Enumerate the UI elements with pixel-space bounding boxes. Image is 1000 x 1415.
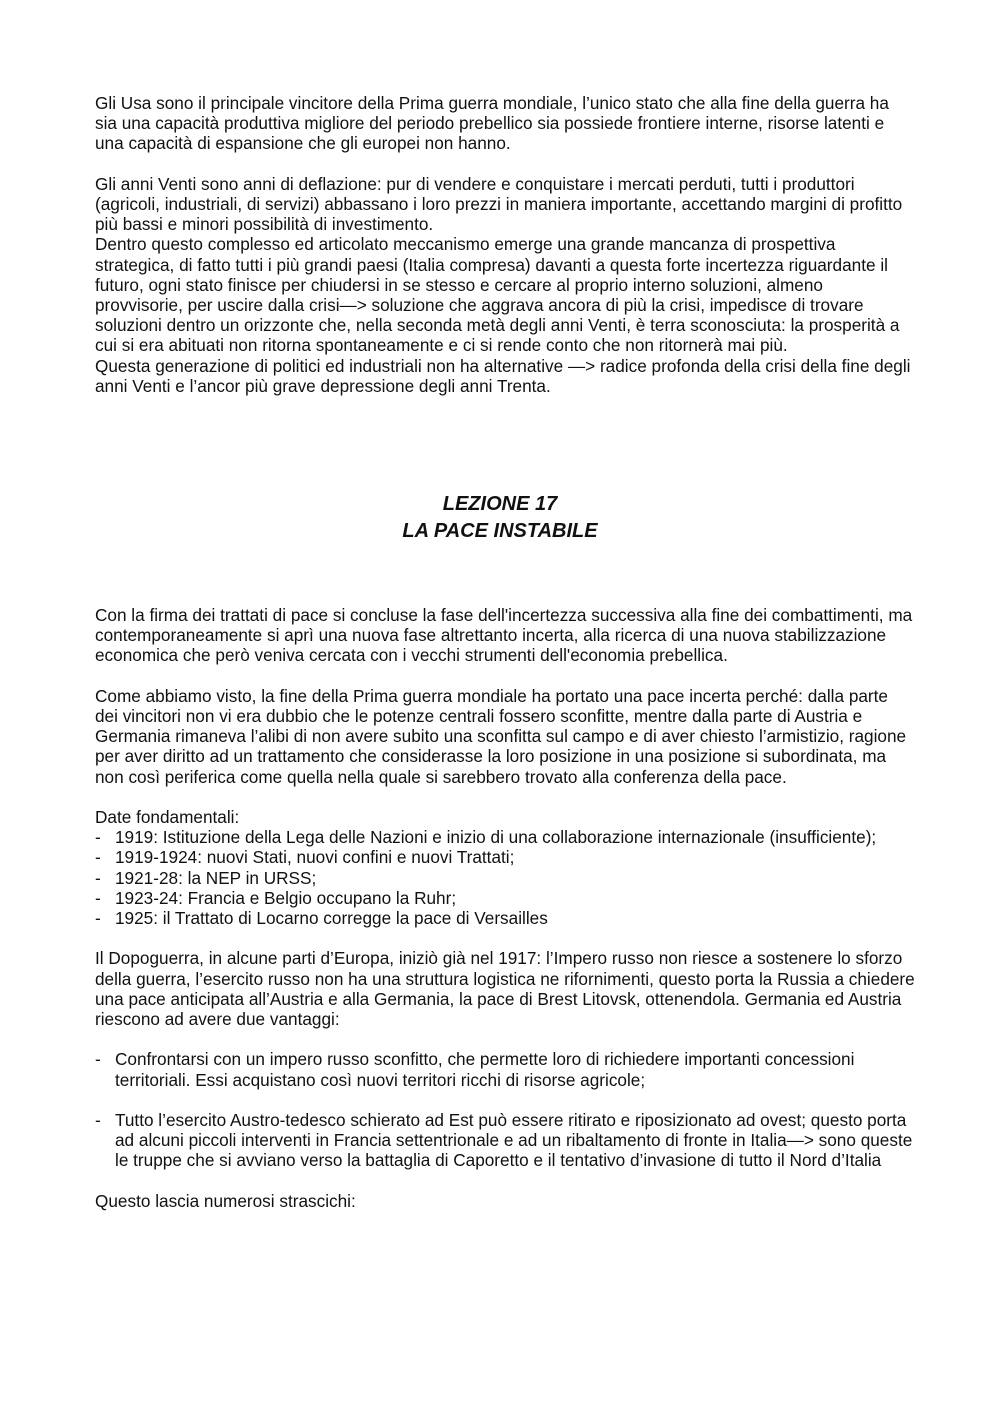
lesson-number: LEZIONE 17 (442, 493, 558, 516)
body-paragraph-consequences: Questo lascia numerosi strascichi: (95, 1190, 356, 1211)
list-item: - 1923-24: Francia e Belgio occupano la Ruhr; (95, 888, 915, 908)
lesson-heading (95, 491, 905, 545)
document-page (95, 93, 915, 1211)
list-item: - 1919-1924: nuovi Stati, nuovi confini e nuovi Trattati; (95, 847, 915, 867)
intro-paragraph-deflation: Gli anni Venti sono anni di deflazione: pur di vendere e conquistare i mercati perduti, tutti i produttori (agricoli, industriali, di servizi) abbassano i loro prezzi in maniera importante, accettando margini di profitto più bassi e minori possibilità di investimento. (95, 173, 903, 235)
dates-heading: Date fondamentali: (95, 807, 240, 828)
body-paragraph-postwar: Il Dopoguerra, in alcune parti d’Europa, iniziò già nel 1917: l’Impero russo non riesce a sostenere lo sforzo della guerra, l’esercito russo non ha una struttura logistica ne rifornimenti, questo porta la Russia a chiedere una pace anticipata all’Austria e alla Germania, la pace di Brest Litovsk, ottenendola. Germania ed Austria riescono ad avere due vantaggi: (95, 948, 915, 1030)
intro-paragraph-generation: Questa generazione di politici ed industriali non ha alternative —> radice profonda della crisi della fine degli anni Venti e l’ancor più grave depressione degli anni Trenta. (95, 355, 911, 396)
dates-list (95, 827, 915, 928)
body-paragraph-treaties: Con la firma dei trattati di pace si concluse la fase dell'incertezza successiva alla fine dei combattimenti, ma contemporaneamente si aprì una nuova fase altrettanto incerta, alla ricerca di una nuova stabilizzazione economica che però veniva cercata con i vecchi strumenti dell'economia prebellica. (95, 605, 913, 666)
list-item: - 1925: il Trattato di Locarno corregge la pace di Versailles (95, 908, 915, 928)
intro-paragraph-strategy: Dentro questo complesso ed articolato meccanismo emerge una grande mancanza di prospettiva strategica, di fatto tutti i più grandi paesi (Italia compresa) davanti a questa forte incertezza riguardante il futuro, ogni stato finisce per chiudersi in se stesso e cercare al proprio interno soluzioni, almeno provvisorie, per uscire dalla crisi—> soluzione che aggrava ancora di più la crisi, impedisce di trovare soluzioni dentro un orizzonte che, nella seconda metà degli anni Venti, è terra sconosciuta: la prosperità a cui si era abituati non ritorna spontaneamente e ci si rende conto che non ritornerà mai più. (95, 234, 900, 356)
list-item: - 1921-28: la NEP in URSS; (95, 868, 915, 888)
list-item: - Confrontarsi con un impero russo sconfitto, che permette loro di richiedere importanti concessioni territoriali. Essi acquistano così nuovi territori ricchi di risorse agricole; (95, 1049, 915, 1089)
body-paragraph-uncertain-peace: Come abbiamo visto, la fine della Prima guerra mondiale ha portato una pace incerta perché: dalla parte dei vincitori non vi era dubbio che le potenze centrali fossero sconfitte, mentre dalla parte di Austria e Germania rimaneva l’alibi di non avere subito una sconfitta sul campo e di aver chiesto l’armistizio, ragione per aver diritto ad un trattamento che considerasse la loro posizione in una posizione si subordinata, ma non così periferica come quella nella quale si sarebbero trovato alla conferenza della pace. (95, 685, 907, 787)
list-item: - Tutto l’esercito Austro-tedesco schierato ad Est può essere ritirato e riposizionato ad ovest; questo porta ad alcuni piccoli interventi in Francia settentrionale e ad un ribaltamento di fronte in Italia—> sono queste le truppe che si avviano verso la battaglia di Caporetto e il tentativo d’invasione di tutto il Nord d’Italia (95, 1110, 915, 1171)
lesson-title: LA PACE INSTABILE (402, 520, 598, 543)
list-item: - 1919: Istituzione della Lega delle Nazioni e inizio di una collaborazione internazionale (insufficiente); (95, 827, 915, 847)
intro-paragraph-usa: Gli Usa sono il principale vincitore della Prima guerra mondiale, l’unico stato che alla fine della guerra ha sia una capacità produttiva migliore del periodo prebellico sia possiede frontiere interne, risorse latenti e una capacità di espansione che gli europei non hanno. (95, 93, 889, 154)
advantages-list-1 (95, 1049, 915, 1089)
advantages-list-2 (95, 1110, 915, 1171)
